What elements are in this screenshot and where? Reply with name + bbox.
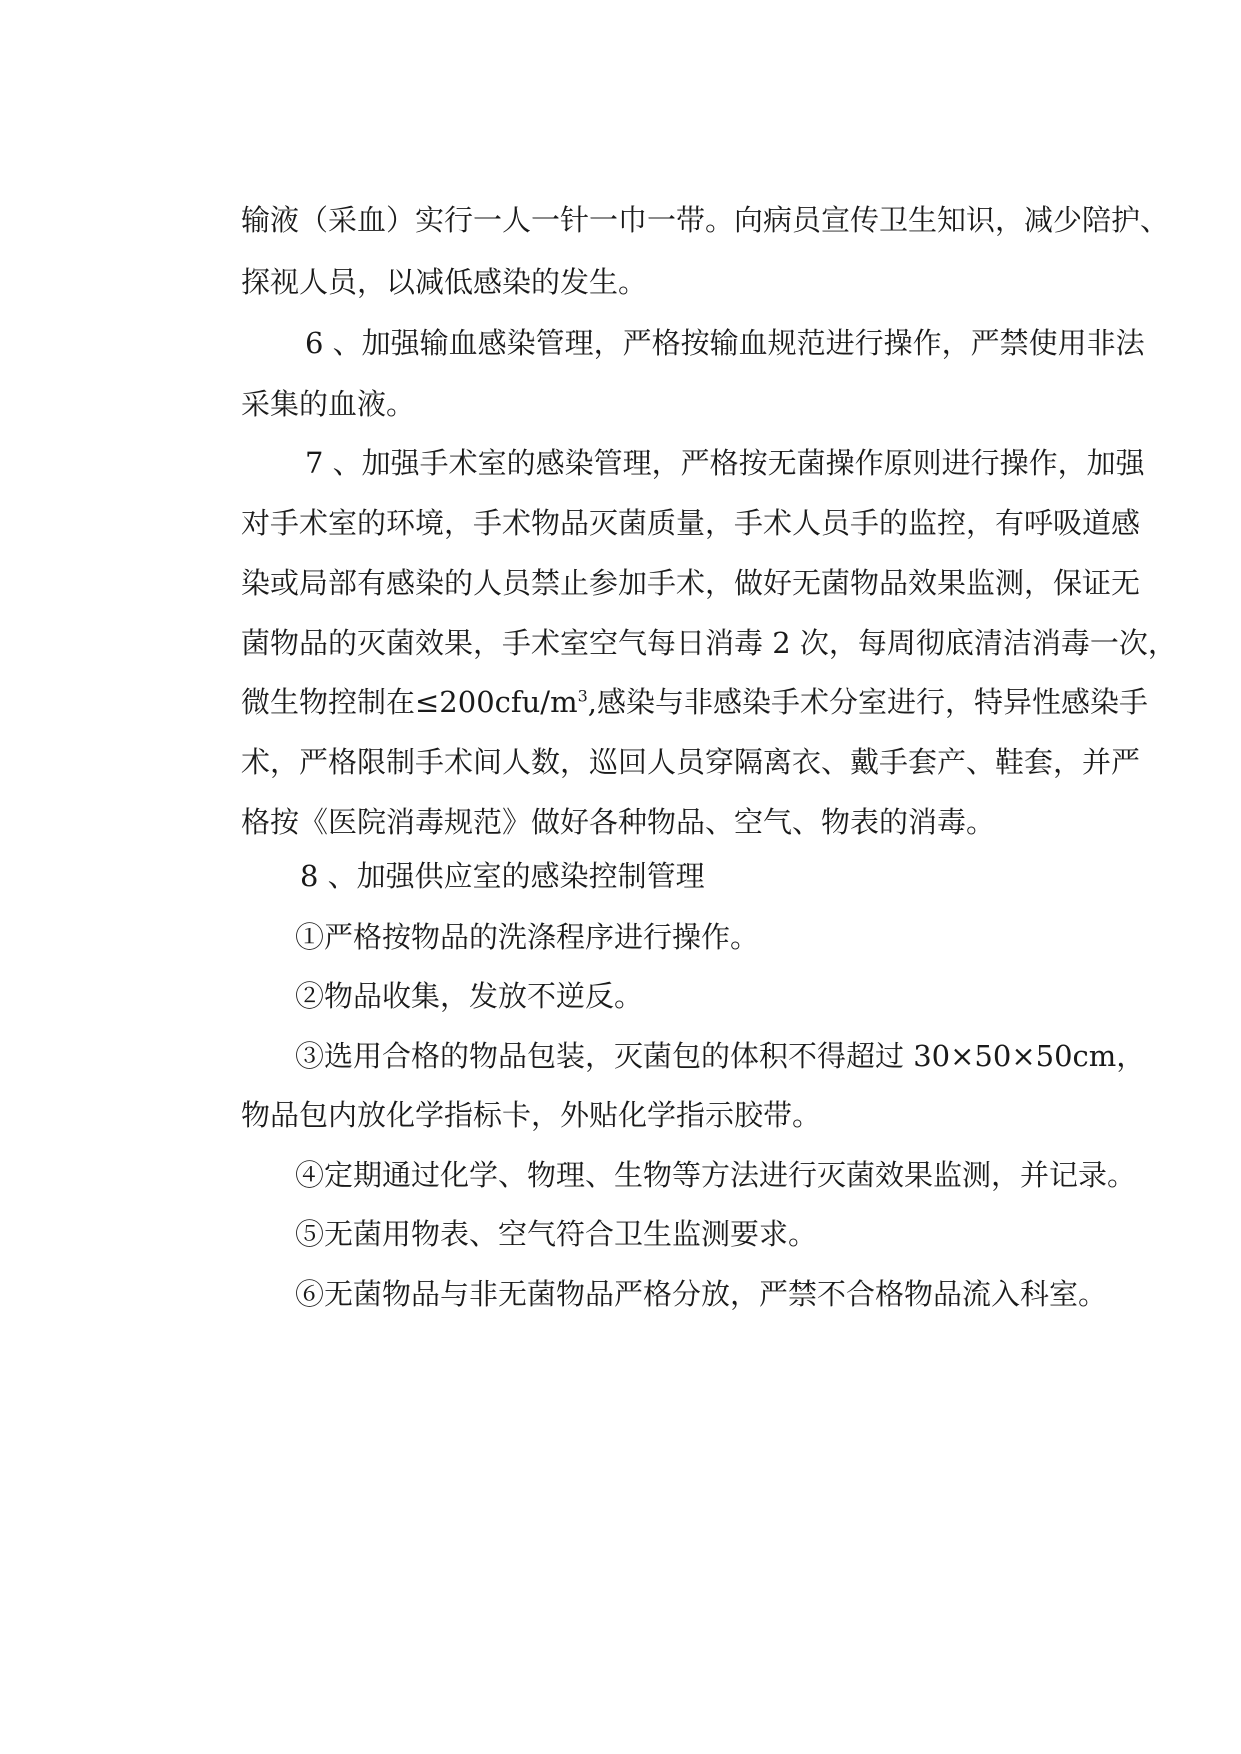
list-item: ⑥无菌物品与非无菌物品严格分放，严禁不合格物品流入科室。 <box>295 1277 1108 1311</box>
list-item: ①严格按物品的洗涤程序进行操作。 <box>295 920 760 954</box>
paragraph-line: 7 、加强手术室的感染管理，严格按无菌操作原则进行操作，加强 <box>305 446 1145 480</box>
list-item: ⑤无菌用物表、空气符合卫生监测要求。 <box>295 1217 818 1251</box>
paragraph-line: 格按《医院消毒规范》做好各种物品、空气、物表的消毒。 <box>241 805 996 839</box>
list-item: 物品包内放化学指标卡，外贴化学指示胶带。 <box>241 1098 822 1132</box>
paragraph-line: 对手术室的环境，手术物品灭菌质量，手术人员手的监控，有呼吸道感 <box>241 506 1141 540</box>
line-text: ,感染与非感染手术分室进行，特异性感染手 <box>587 685 1148 719</box>
paragraph-line: 采集的血液。 <box>241 387 416 421</box>
paragraph-line: 术，严格限制手术间人数，巡回人员穿隔离衣、戴手套产、鞋套，并严 <box>241 745 1141 779</box>
paragraph-line: 菌物品的灭菌效果，手术室空气每日消毒 2 次，每周彻底清洁消毒一次， <box>241 626 1177 660</box>
paragraph-line: 探视人员，以减低感染的发生。 <box>241 265 648 299</box>
paragraph-line: 染或局部有感染的人员禁止参加手术，做好无菌物品效果监测，保证无 <box>241 566 1141 600</box>
list-item: ②物品收集，发放不逆反。 <box>295 979 644 1013</box>
list-item: ④定期通过化学、物理、生物等方法进行灭菌效果监测，并记录。 <box>295 1158 1137 1192</box>
superscript: 3 <box>577 686 588 706</box>
list-item: ③选用合格的物品包装，灭菌包的体积不得超过 30×50×50cm， <box>295 1039 1146 1073</box>
paragraph-line: 6 、加强输血感染管理，严格按输血规范进行操作，严禁使用非法 <box>305 326 1145 360</box>
paragraph-line <box>241 682 1156 722</box>
paragraph-line: 输液（采血）实行一人一针一巾一带。向病员宣传卫生知识，减少陪护、 <box>241 203 1170 237</box>
line-text: 微生物控制在≤200cfu/m <box>241 685 578 719</box>
section-heading: 8 、加强供应室的感染控制管理 <box>300 859 705 893</box>
